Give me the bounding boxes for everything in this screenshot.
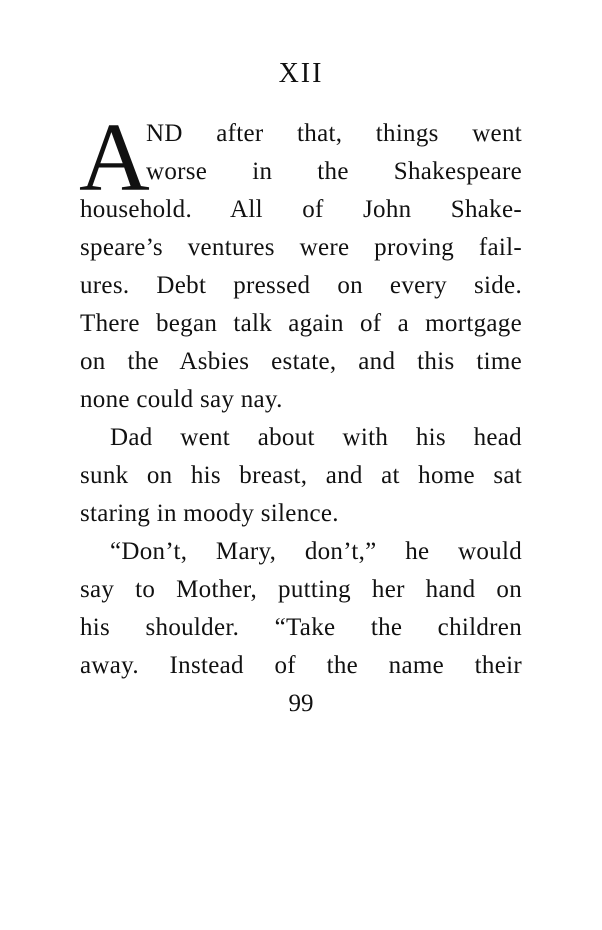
- text-line: Dad went about with his head: [110, 424, 522, 451]
- drop-cap-letter: A: [79, 104, 150, 212]
- text-line: ures. Debt pressed on every side.: [80, 272, 522, 299]
- page-number: 99: [288, 690, 314, 717]
- text-line: on the Asbies estate, and this time: [80, 348, 522, 375]
- text-line: sunk on his breast, and at home sat: [80, 462, 522, 489]
- text-line: “Don’t, Mary, don’t,” he would: [110, 538, 522, 565]
- text-line: none could say nay.: [80, 386, 283, 413]
- text-line: worse in the Shakespeare: [146, 158, 522, 185]
- text-line: household. All of John Shake-: [80, 196, 522, 223]
- text-line: say to Mother, putting her hand on: [80, 576, 522, 603]
- text-line: speare’s ventures were proving fail-: [80, 234, 522, 261]
- text-line: ND after that, things went: [146, 120, 522, 147]
- text-line: There began talk again of a mortgage: [80, 310, 522, 337]
- text-line: staring in moody silence.: [80, 500, 339, 527]
- text-line: his shoulder. “Take the children: [80, 614, 522, 641]
- text-line: away. Instead of the name their: [80, 652, 522, 679]
- chapter-title: XII: [278, 58, 324, 89]
